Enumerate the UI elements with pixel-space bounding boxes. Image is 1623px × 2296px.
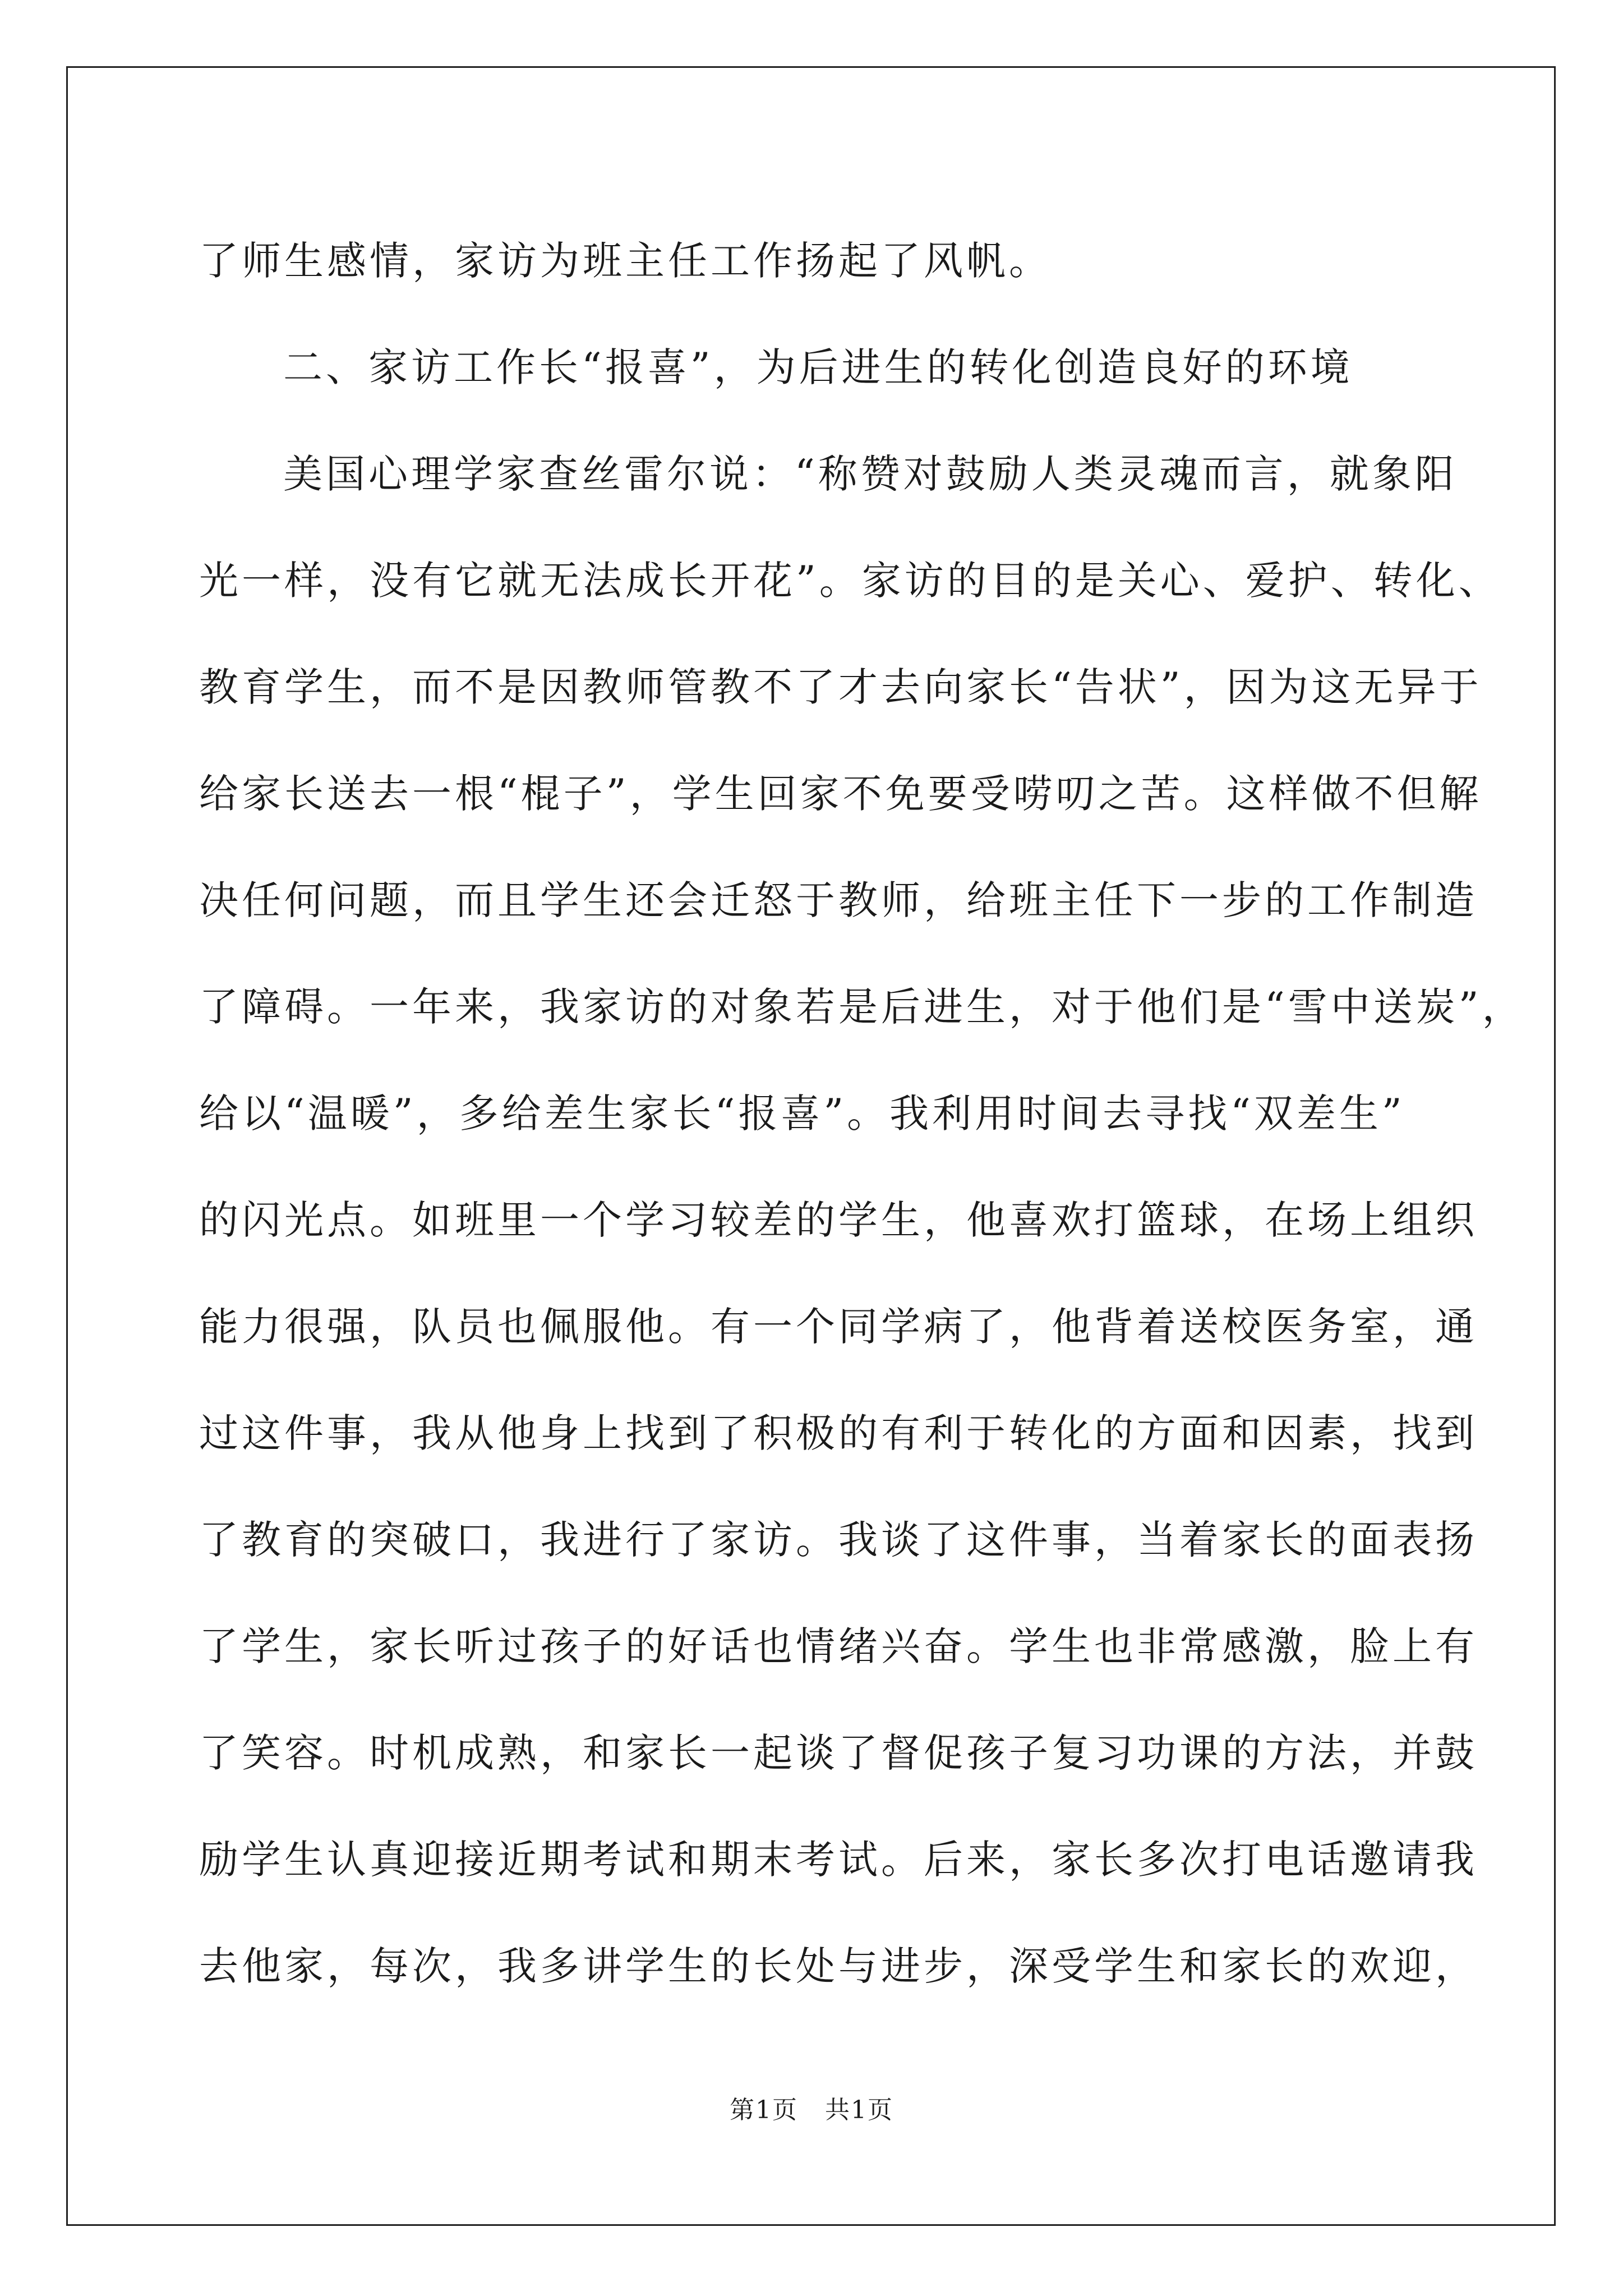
document-body [199,208,1525,2019]
paragraph-line: 给以“温暖”，多给差生家长“报喜”。我利用时间去寻找“双差生” [199,1091,1405,1137]
paragraph-line: 决任何问题，而且学生还会迁怒于教师，给班主任下一步的工作制造 [199,877,1478,923]
paragraph-line: 了笑容。时机成熟，和家长一起谈了督促孩子复习功课的方法，并鼓 [199,1730,1478,1776]
paragraph-line: 美国心理学家查丝雷尔说：“称赞对鼓励人类灵魂而言，就象阳 [283,451,1458,497]
paragraph-line: 了障碍。一年来，我家访的对象若是后进生，对于他们是“雪中送炭”， [199,984,1525,1030]
section-heading: 二、家访工作长“报喜”，为后进生的转化创造良好的环境 [283,344,1353,390]
paragraph-line: 了教育的突破口，我进行了家访。我谈了这件事，当着家长的面表扬 [199,1517,1478,1563]
paragraph-line: 光一样，没有它就无法成长开花”。家访的目的是关心、爱护、转化、 [199,558,1501,604]
paragraph-line: 过这件事，我从他身上找到了积极的有利于转化的方面和因素，找到 [199,1410,1478,1456]
paragraph-line: 教育学生，而不是因教师管教不了才去向家长“告状”，因为这无异于 [199,664,1482,710]
paragraph-line: 了师生感情，家访为班主任工作扬起了风帆。 [199,238,1052,284]
paragraph-line: 去他家，每次，我多讲学生的长处与进步，深受学生和家长的欢迎， [199,1943,1478,1989]
paragraph-line: 了学生，家长听过孩子的好话也情绪兴奋。学生也非常感激，脸上有 [199,1623,1478,1669]
paragraph-line: 给家长送去一根“棍子”，学生回家不免要受唠叨之苦。这样做不但解 [199,771,1482,817]
paragraph-line: 能力很强，队员也佩服他。有一个同学病了，他背着送校医务室，通 [199,1304,1478,1350]
page-number-footer: 第1页 共1页 [730,2096,893,2124]
paragraph-line: 的闪光点。如班里一个学习较差的学生，他喜欢打篮球，在场上组织 [199,1197,1478,1243]
paragraph-line: 励学生认真迎接近期考试和期末考试。后来，家长多次打电话邀请我 [199,1837,1478,1883]
